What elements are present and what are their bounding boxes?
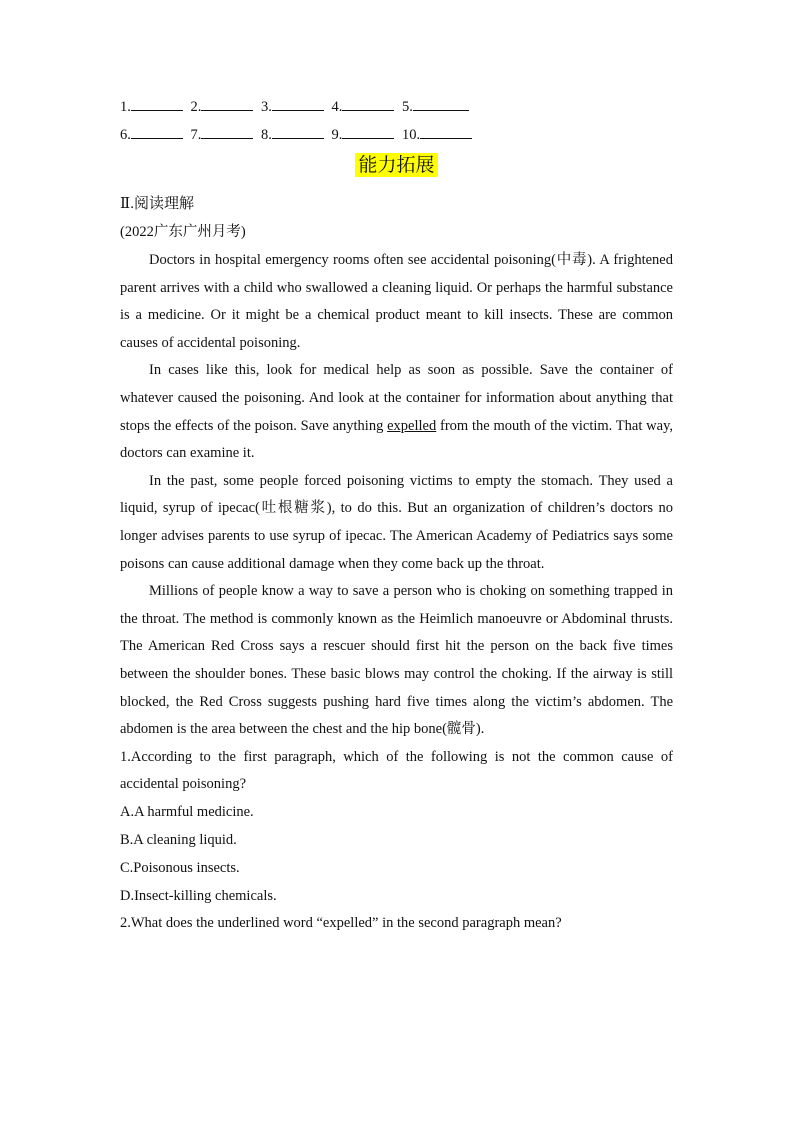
blank-4[interactable]: 4. <box>332 93 395 121</box>
blank-9[interactable]: 9. <box>332 121 395 149</box>
answer-blanks-row-2 <box>120 121 673 149</box>
passage-paragraph-3: In the past, some people forced poisoning victims to empty the stomach. They used a liquid, syrup of ipecac(吐根糖浆), to do this. But an organization of children’s doctors no longer advises parents to use syrup of ipecac. The American Academy of Pediatrics says some poisons can cause additional damage when they come back up the throat. <box>120 472 673 572</box>
blank-8[interactable]: 8. <box>261 121 324 149</box>
blank-10[interactable]: 10. <box>402 121 472 149</box>
document-page <box>120 93 673 938</box>
passage-paragraph-1: Doctors in hospital emergency rooms often see accidental poisoning(中毒). A frightened parent arrives with a child who swallowed a cleaning liquid. Or perhaps the harmful substance is a medicine. Or it might be a chemical product meant to kill insects. These are common causes of accidental poisoning. <box>120 252 673 351</box>
passage-paragraph-4: Millions of people know a way to save a person who is choking on something trapped in the throat. The method is commonly known as the Heimlich manoeuvre or Abdominal thrusts. The American Red Cross says a rescuer should first hit the person on the back five times between the shoulder bones. These basic blows may control the choking. If the airway is still blocked, the Red Cross suggests pushing hard five times along the victim’s abdomen. The abdomen is the area between the chest and the hip bone(髋骨). <box>120 583 673 738</box>
blank-2[interactable]: 2. <box>191 93 254 121</box>
blank-3[interactable]: 3. <box>261 93 324 121</box>
underlined-word: expelled <box>387 417 437 434</box>
source-note: (2022广东广州月考) <box>120 224 246 240</box>
section-title <box>120 151 673 181</box>
question-2: 2.What does the underlined word “expelled” in the second paragraph mean? <box>120 915 562 932</box>
question-1-option-c[interactable]: C.Poisonous insects. <box>120 859 240 876</box>
blank-7[interactable]: 7. <box>191 121 254 149</box>
blank-5[interactable]: 5. <box>402 93 469 121</box>
passage-paragraph-2: In cases like this, look for medical help as soon as possible. Save the container of whatever caused the poisoning. And look at the container for information about anything that stops the effects of the poison. Save anything expelled from the mouth of the victim. That way, doctors can examine it. <box>120 362 673 462</box>
blank-1[interactable]: 1. <box>120 93 183 121</box>
question-1-option-a[interactable]: A.A harmful medicine. <box>120 804 254 821</box>
section-title-text: 能力拓展 <box>355 153 437 177</box>
blank-6[interactable]: 6. <box>120 121 183 149</box>
answer-blanks-row-1 <box>120 93 673 121</box>
question-1: 1.According to the first paragraph, which of the following is not the common cause of accidental poisoning? <box>120 748 673 793</box>
question-1-option-d[interactable]: D.Insect-killing chemicals. <box>120 887 277 904</box>
part-heading: Ⅱ.阅读理解 <box>120 196 194 212</box>
question-1-option-b[interactable]: B.A cleaning liquid. <box>120 832 237 849</box>
